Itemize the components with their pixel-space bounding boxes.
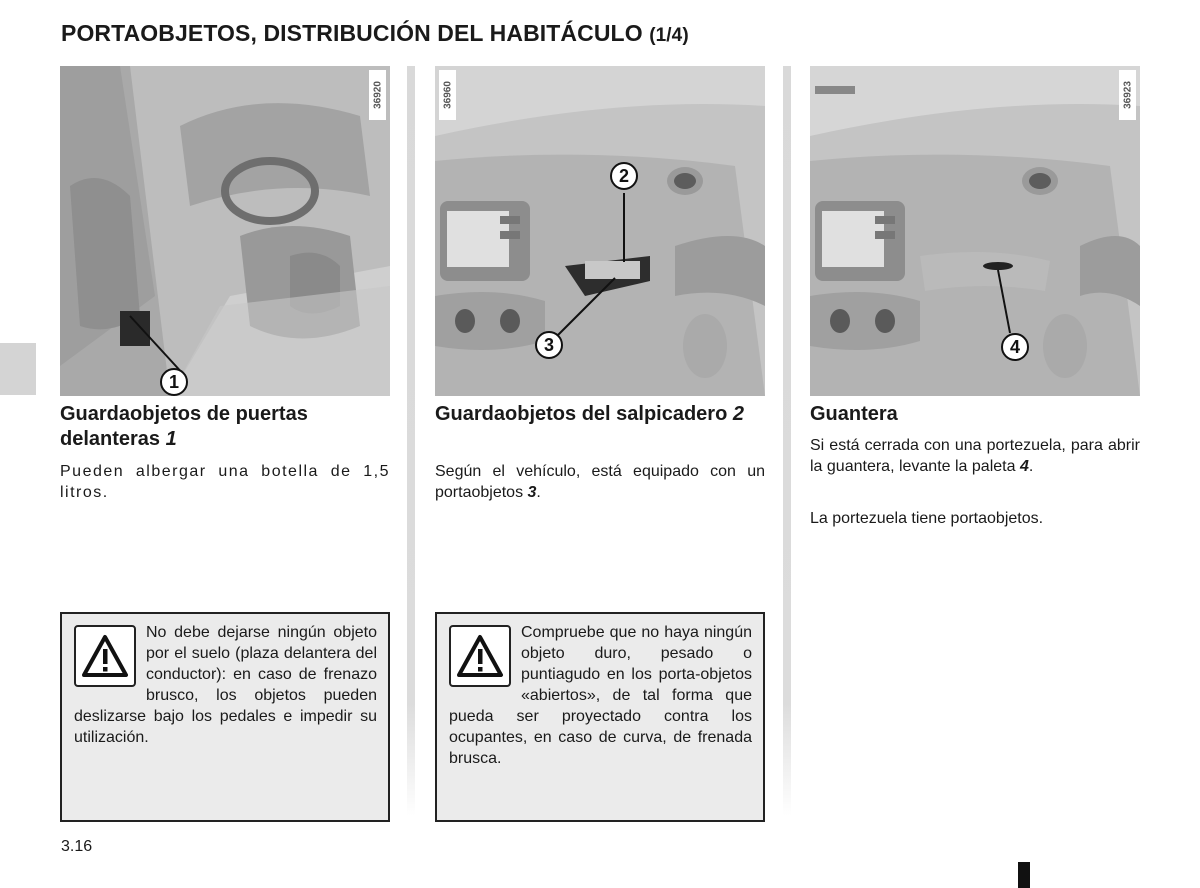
body-reference-number: 3 [527,484,537,501]
callout-marker: 3 [535,331,563,359]
chapter-tab [0,343,36,395]
page-number: 3.16 [61,838,93,855]
glovebox-illustration [810,66,1140,396]
callout-marker: 4 [1001,333,1029,361]
warning-triangle-icon [449,625,511,687]
image-reference: 36923 [1119,70,1136,120]
warning-triangle-icon [74,625,136,687]
warning-text: Compruebe que no haya ningún objeto duro, pesado o puntiagudo en los porta-objetos «abiertos», de tal forma que pueda ser proyectado contra los ocupantes, en caso de curva, de frenada brusca. [449,624,752,767]
section-heading: Guantera [810,403,898,425]
section-body: Si está cerrada con una portezuela, para abrir la guantera, levante la paleta 4. [810,437,1140,475]
warning-box [435,612,765,822]
page-edge-mark [1018,862,1030,888]
page-title-part: (1/4) [649,25,689,46]
dashboard-storage-photo [435,66,765,396]
image-reference: 36960 [439,70,456,120]
page-title-main: PORTAOBJETOS, DISTRIBUCIÓN DEL HABITÁCULO [61,20,643,46]
image-reference: 36920 [369,70,386,120]
car-interior-door-illustration [60,66,390,396]
warning-text: No debe dejarse ningún objeto por el suelo (plaza delantera del conductor): en caso de frenazo brusco, los objetos pueden deslizarse bajo los pedales e impedir su utilización. [74,624,377,746]
page-title [61,20,689,47]
warning-box [60,612,390,822]
column-divider [407,66,415,816]
heading-reference-number: 1 [165,428,177,450]
callout-marker: 1 [160,368,188,396]
door-pocket-photo [60,66,390,396]
section-body: La portezuela tiene portaobjetos. [810,510,1044,527]
glovebox-photo [810,66,1140,396]
dashboard-illustration [435,66,765,396]
column-divider [783,66,791,816]
section-heading: Guardaobjetos del salpicadero 2 [435,403,744,425]
callout-marker: 2 [610,162,638,190]
body-reference-number: 4 [1019,458,1029,475]
section-heading: Guardaobjetos de puertas delanteras 1 [60,403,308,450]
section-body: Pueden albergar una botella de 1,5 litros. [60,463,390,501]
heading-reference-number: 2 [732,403,744,425]
section-body: Según el vehículo, está equipado con un portaobjetos 3. [435,463,765,501]
